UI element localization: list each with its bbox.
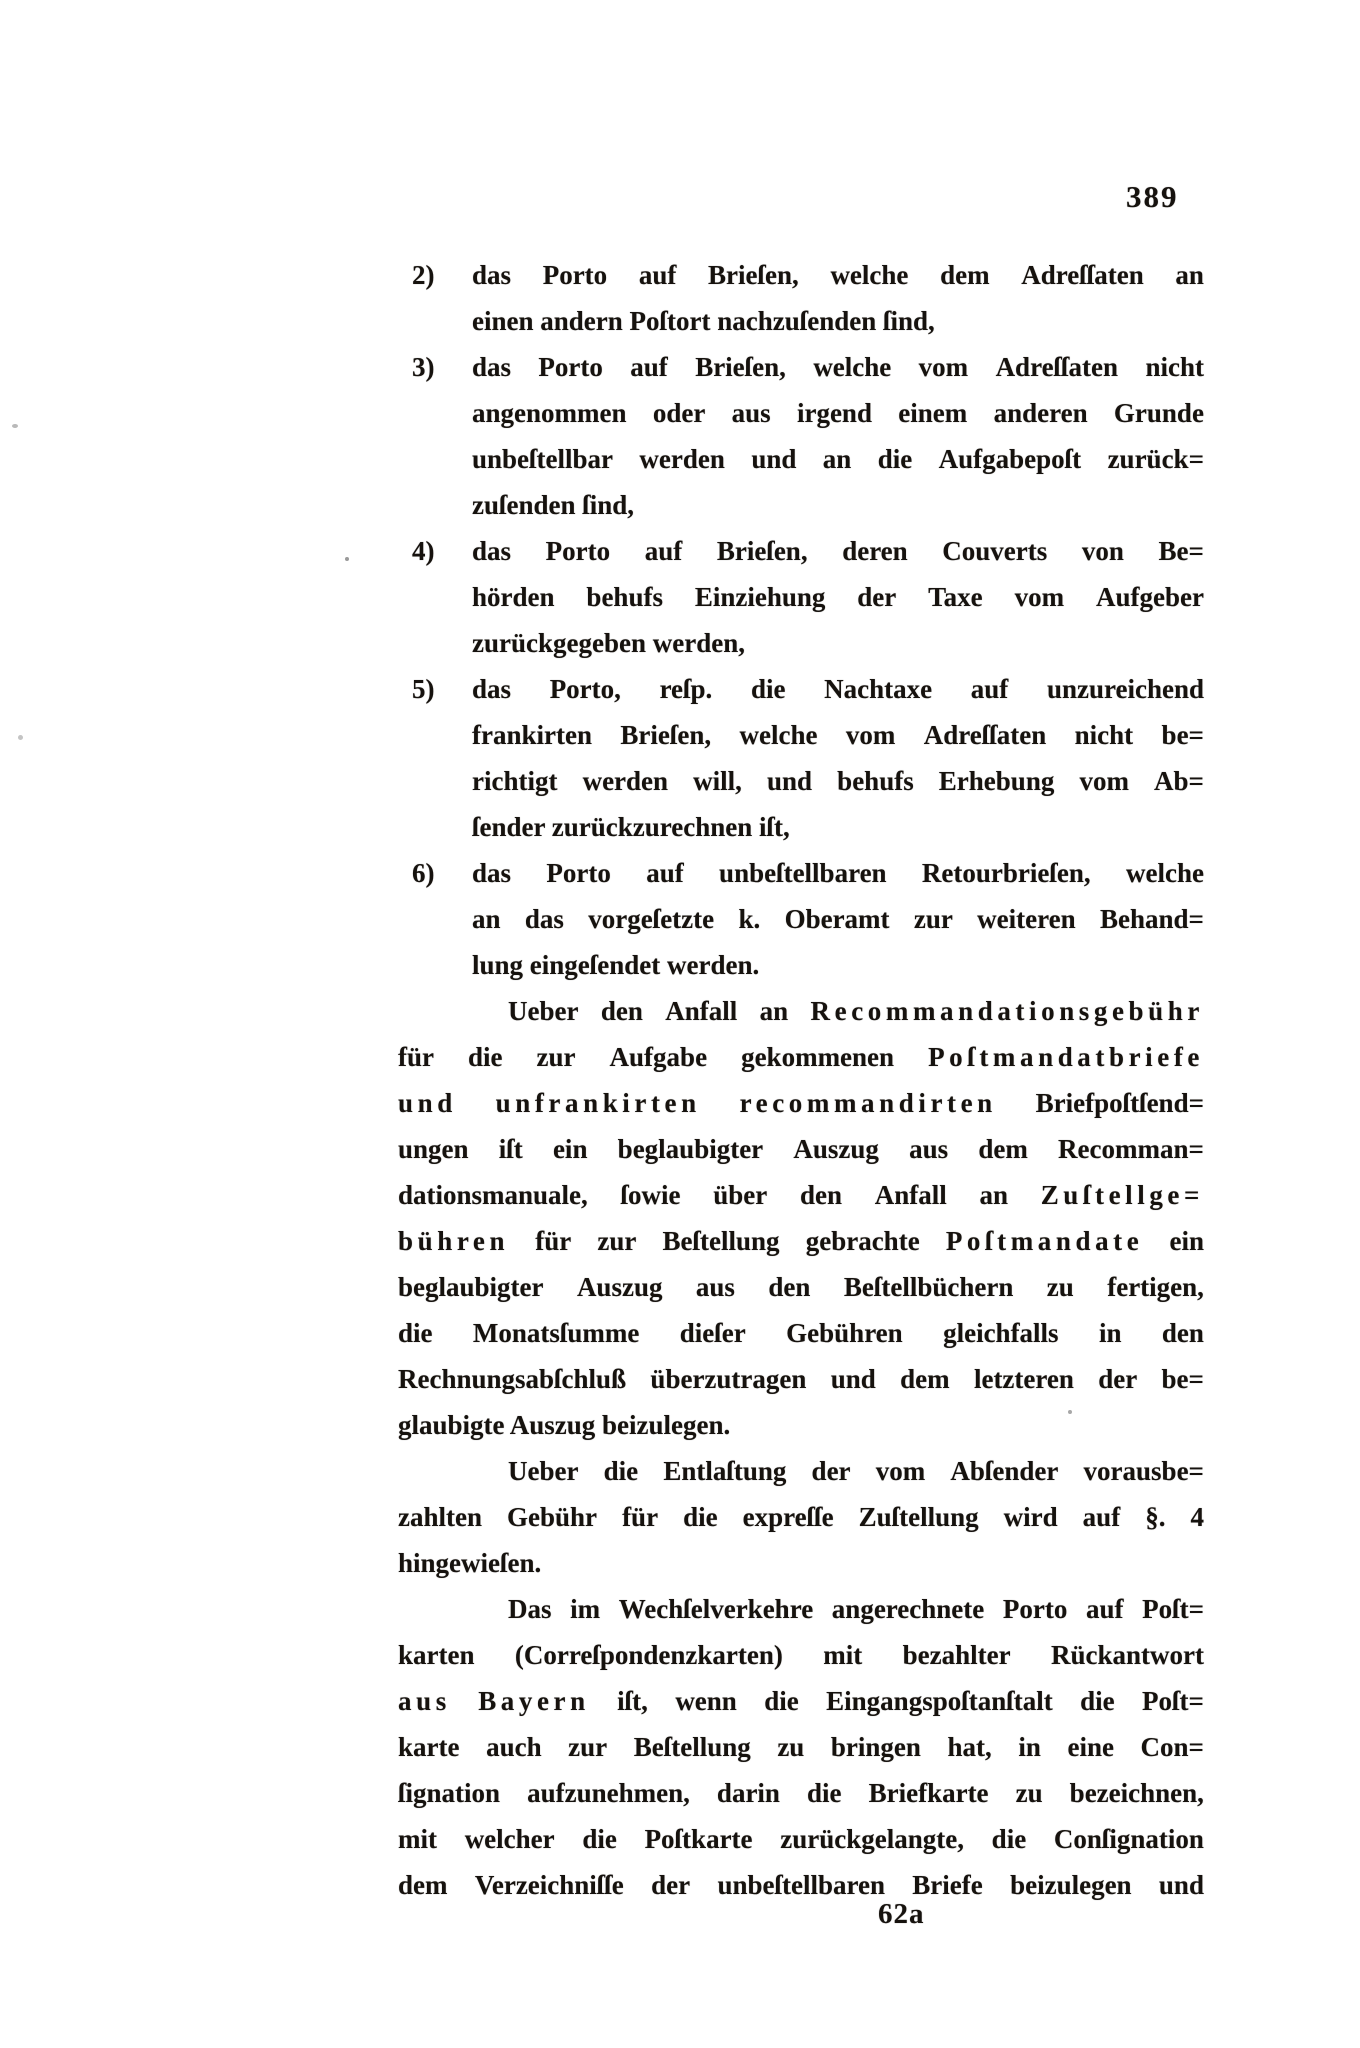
- word: unbeſtellbaren: [717, 1870, 885, 1900]
- word: bezeichnen,: [1069, 1778, 1204, 1808]
- word: reſp.: [659, 674, 713, 704]
- word: Brieſen,: [620, 720, 712, 750]
- word: Porto: [538, 352, 603, 382]
- word: und: [1158, 1870, 1204, 1900]
- word: den: [768, 1272, 811, 1302]
- word: auf: [970, 674, 1009, 704]
- word: bezahlter: [902, 1640, 1011, 1670]
- word: ſignation: [398, 1778, 501, 1808]
- word: Verzeichniſſe: [474, 1870, 624, 1900]
- letterspaced-word: recommandirten: [739, 1088, 997, 1118]
- text-line: [472, 666, 1204, 712]
- word: für: [398, 1042, 434, 1072]
- word: oder: [652, 398, 706, 428]
- text-line: [398, 1586, 1204, 1632]
- page-number: 389: [1126, 179, 1179, 214]
- word: an: [822, 444, 852, 474]
- word: Porto: [542, 260, 608, 290]
- text-segment: zuſenden ſind,: [472, 490, 635, 520]
- word: hat,: [947, 1732, 992, 1762]
- word: Poſt=: [1142, 1686, 1204, 1716]
- word: richtigt: [472, 766, 558, 796]
- text-line: [472, 344, 1204, 390]
- text-segment: lung eingeſendet werden.: [472, 950, 760, 980]
- word: das: [472, 858, 512, 888]
- word: nicht: [1145, 352, 1204, 382]
- word: hörden: [472, 582, 555, 612]
- word: welche: [830, 260, 909, 290]
- letterspaced-word: Bayern: [478, 1686, 590, 1716]
- word: Retourbrieſen,: [921, 858, 1091, 888]
- word: unbeſtellbaren: [719, 858, 887, 888]
- text-line: [398, 1770, 1204, 1816]
- word: auf: [630, 352, 668, 382]
- word: letzteren: [973, 1364, 1074, 1394]
- word: aus: [731, 398, 771, 428]
- letterspaced-word: Zuſtellge=: [1040, 1180, 1204, 1210]
- word: Abſender: [950, 1456, 1059, 1486]
- word: angerechnete: [831, 1594, 985, 1624]
- word: aufzunehmen,: [527, 1778, 690, 1808]
- letterspaced-word: und: [398, 1088, 457, 1118]
- word: Conſignation: [1053, 1824, 1204, 1854]
- letterspaced-word: Recommandationsgebühr: [810, 996, 1204, 1026]
- letterspaced-word: bühren: [398, 1226, 510, 1256]
- text-segment: einen andern Poſtort nachzuſenden ſind,: [472, 306, 935, 336]
- word: Con=: [1140, 1732, 1204, 1762]
- paragraph: [398, 988, 1204, 1448]
- word: Anfall: [665, 996, 738, 1026]
- word: Oberamt: [784, 904, 890, 934]
- word: Adreſſaten: [995, 352, 1119, 382]
- word: ein: [552, 1134, 588, 1164]
- text-line: [398, 1540, 1204, 1586]
- word: expreſſe: [742, 1502, 834, 1532]
- word: Auszug: [793, 1134, 879, 1164]
- text-line: [398, 1816, 1204, 1862]
- word: Eingangspoſtanſtalt: [826, 1686, 1053, 1716]
- word: fertigen,: [1107, 1272, 1204, 1302]
- word: und: [767, 766, 813, 796]
- word: der: [651, 1870, 691, 1900]
- text-line: [398, 1172, 1204, 1218]
- word: be=: [1161, 720, 1204, 750]
- word: Zuſtellung: [858, 1502, 979, 1532]
- word: gleichfalls: [943, 1318, 1059, 1348]
- word: Poſt=: [1142, 1594, 1204, 1624]
- word: beizulegen: [1010, 1870, 1132, 1900]
- word: Beſtellbüchern: [843, 1272, 1014, 1302]
- word: behufs: [586, 582, 663, 612]
- word: welche: [1125, 858, 1204, 888]
- word: die: [877, 444, 913, 474]
- word: der: [1098, 1364, 1138, 1394]
- word: gekommenen: [741, 1042, 895, 1072]
- text-line: [398, 1724, 1204, 1770]
- word: unzureichend: [1046, 674, 1204, 704]
- word: das: [472, 674, 512, 704]
- word: auf: [646, 858, 684, 888]
- word: Brieſen,: [708, 260, 799, 290]
- word: die: [468, 1042, 503, 1072]
- text-line: [398, 1494, 1204, 1540]
- word: der: [857, 582, 897, 612]
- word: nicht: [1074, 720, 1134, 750]
- text-line: [472, 436, 1204, 482]
- list-item-number: 4): [412, 536, 435, 566]
- word: vom: [875, 1456, 926, 1486]
- text-line: [398, 1402, 1204, 1448]
- word: aus: [695, 1272, 735, 1302]
- word: (Correſpondenzkarten): [514, 1640, 783, 1670]
- word: karten: [398, 1640, 475, 1670]
- word: anderen: [993, 398, 1088, 428]
- word: ungen: [398, 1134, 469, 1164]
- word: dem: [978, 1134, 1028, 1164]
- word: dem: [398, 1870, 448, 1900]
- paragraph: [398, 1586, 1204, 1908]
- word: Gebühr: [507, 1502, 598, 1532]
- word: Aufgabe: [609, 1042, 708, 1072]
- text-line: [398, 1862, 1204, 1908]
- word: karte: [398, 1732, 460, 1762]
- word: dationsmanuale,: [398, 1180, 588, 1210]
- word: an: [759, 996, 789, 1026]
- list-item: [398, 252, 1204, 344]
- word: den: [799, 1180, 842, 1210]
- word: darin: [716, 1778, 780, 1808]
- word: welche: [739, 720, 818, 750]
- letterspaced-word: Poſtmandatbriefe: [928, 1042, 1204, 1072]
- word: iſt: [498, 1134, 523, 1164]
- word: auf: [1085, 1594, 1124, 1624]
- word: Rückantwort: [1051, 1640, 1204, 1670]
- word: für: [535, 1226, 572, 1256]
- word: Poſtkarte: [644, 1824, 753, 1854]
- word: der: [811, 1456, 851, 1486]
- word: an: [1175, 260, 1204, 290]
- word: Einziehung: [694, 582, 826, 612]
- letterspaced-word: aus: [398, 1686, 451, 1716]
- text-line: [472, 850, 1204, 896]
- word: auf: [644, 536, 683, 566]
- word: behufs: [837, 766, 914, 796]
- word: Taxe: [928, 582, 983, 612]
- word: beglaubigter: [398, 1272, 544, 1302]
- word: die: [398, 1318, 433, 1348]
- word: werden: [582, 766, 669, 796]
- letterspaced-word: unfrankirten: [495, 1088, 701, 1118]
- word: bringen: [830, 1732, 921, 1762]
- list-item-number: 5): [412, 674, 435, 704]
- word: Porto: [546, 858, 611, 888]
- word: frankirten: [472, 720, 592, 750]
- text-line: [472, 298, 1204, 344]
- word: im: [570, 1594, 601, 1624]
- word: Beſtellung: [633, 1732, 751, 1762]
- text-line: [472, 620, 1204, 666]
- word: die: [750, 674, 786, 704]
- word: Be=: [1158, 536, 1204, 566]
- word: will,: [693, 766, 742, 796]
- text-line: [472, 804, 1204, 850]
- word: vorausbe=: [1083, 1456, 1204, 1486]
- word: Brieſen,: [695, 352, 786, 382]
- word: auf: [638, 260, 677, 290]
- word: Recomman=: [1058, 1134, 1204, 1164]
- text-line: [398, 1448, 1204, 1494]
- word: Nachtaxe: [824, 674, 933, 704]
- word: Monatsſumme: [472, 1318, 640, 1348]
- word: die: [603, 1456, 639, 1486]
- word: die: [582, 1824, 617, 1854]
- list-item-number: 3): [412, 352, 435, 382]
- word: überzutragen: [650, 1364, 807, 1394]
- word: Aufgeber: [1095, 582, 1204, 612]
- word: eine: [1067, 1732, 1114, 1762]
- word: Aufgabepoſt: [938, 444, 1082, 474]
- text-line: [472, 758, 1204, 804]
- word: Porto,: [549, 674, 621, 704]
- word: Entlaſtung: [663, 1456, 787, 1486]
- word: Auszug: [576, 1272, 663, 1302]
- word: dieſer: [679, 1318, 746, 1348]
- word: dem: [900, 1364, 950, 1394]
- text-line: [398, 1080, 1204, 1126]
- word: die: [683, 1502, 718, 1532]
- word: unbeſtellbar: [472, 444, 614, 474]
- word: Briefpoſtſend=: [1035, 1088, 1204, 1118]
- word: ſowie: [620, 1180, 681, 1210]
- word: vorgeſetzte: [588, 904, 715, 934]
- word: die: [807, 1778, 842, 1808]
- word: Rechnungsabſchluß: [398, 1364, 627, 1394]
- word: Gebühren: [786, 1318, 903, 1348]
- list-item: [398, 850, 1204, 988]
- word: dem: [940, 260, 990, 290]
- word: zur: [568, 1732, 608, 1762]
- word: mit: [398, 1824, 437, 1854]
- list-item-number: 6): [412, 858, 435, 888]
- scan-speck: [18, 735, 23, 740]
- word: mit: [823, 1640, 863, 1670]
- word: zu: [777, 1732, 805, 1762]
- word: zur: [913, 904, 953, 934]
- letterspaced-word: Poſtmandate: [945, 1226, 1144, 1256]
- word: angenommen: [472, 398, 627, 428]
- word: 4: [1190, 1502, 1204, 1532]
- text-line: [398, 1264, 1204, 1310]
- word: wird: [1003, 1502, 1058, 1532]
- word: zahlten: [398, 1502, 482, 1532]
- word: Briefkarte: [868, 1778, 989, 1808]
- word: werden: [639, 444, 725, 474]
- word: k.: [738, 904, 761, 934]
- word: Briefe: [912, 1870, 983, 1900]
- word: die: [991, 1824, 1027, 1854]
- text-line: [472, 390, 1204, 436]
- text-line: [472, 712, 1204, 758]
- word: iſt,: [617, 1686, 648, 1716]
- word: Ueber: [508, 1456, 579, 1486]
- word: welche: [813, 352, 892, 382]
- text-line: [472, 896, 1204, 942]
- list-item: [398, 666, 1204, 850]
- scan-speck: [345, 557, 349, 561]
- word: für: [622, 1502, 659, 1532]
- word: Porto: [545, 536, 611, 566]
- word: zurück=: [1107, 444, 1204, 474]
- word: Porto: [1002, 1594, 1068, 1624]
- word: das: [472, 352, 512, 382]
- word: weiteren: [977, 904, 1076, 934]
- text-line: [398, 1218, 1204, 1264]
- list-item: [398, 528, 1204, 666]
- text-segment: hingewieſen.: [398, 1548, 542, 1578]
- word: auch: [486, 1732, 542, 1762]
- word: gebrachte: [805, 1226, 920, 1256]
- paragraph: [398, 1448, 1204, 1586]
- text-line: [398, 1678, 1204, 1724]
- word: das: [472, 536, 512, 566]
- text-line: [472, 942, 1204, 988]
- text-line: [398, 1356, 1204, 1402]
- word: Adreſſaten: [1021, 260, 1144, 290]
- text-segment: glaubigte Auszug beizulegen.: [398, 1410, 731, 1440]
- word: und: [830, 1364, 876, 1394]
- list-item: [398, 344, 1204, 528]
- text-line: [472, 252, 1204, 298]
- word: zu: [1015, 1778, 1043, 1808]
- word: an: [472, 904, 501, 934]
- text-line: [398, 1632, 1204, 1678]
- text-line: [472, 482, 1204, 528]
- word: und: [751, 444, 797, 474]
- word: irgend: [796, 398, 872, 428]
- text-line: [398, 1126, 1204, 1172]
- word: vom: [1079, 766, 1129, 796]
- word: vom: [845, 720, 896, 750]
- word: Adreſſaten: [923, 720, 1047, 750]
- word: ein: [1169, 1226, 1204, 1256]
- word: wenn: [675, 1686, 737, 1716]
- word: Ab=: [1154, 766, 1204, 796]
- word: Anfall: [874, 1180, 947, 1210]
- text-line: [472, 528, 1204, 574]
- text-segment: ſender zurückzurechnen iſt,: [472, 812, 790, 842]
- word: deren: [842, 536, 908, 566]
- list-item-number: 2): [412, 260, 435, 290]
- word: zur: [597, 1226, 637, 1256]
- word: Erhebung: [938, 766, 1055, 796]
- word: Wechſelverkehre: [618, 1594, 814, 1624]
- word: Grunde: [1113, 398, 1204, 428]
- text-line: [398, 1310, 1204, 1356]
- word: über: [713, 1180, 768, 1210]
- word: vom: [1014, 582, 1065, 612]
- word: zur: [536, 1042, 576, 1072]
- word: Ueber: [508, 996, 579, 1026]
- text-segment: zurückgegeben werden,: [472, 628, 745, 658]
- word: Couverts: [942, 536, 1048, 566]
- word: Beſtellung: [662, 1226, 780, 1256]
- word: Das: [508, 1594, 552, 1624]
- word: die: [1080, 1686, 1115, 1716]
- word: vom: [918, 352, 969, 382]
- word: den: [1161, 1318, 1204, 1348]
- footer-signature: 62a: [878, 1898, 925, 1930]
- text-line: [472, 574, 1204, 620]
- word: das: [524, 904, 564, 934]
- word: be=: [1161, 1364, 1204, 1394]
- word: das: [472, 260, 512, 290]
- word: auf: [1082, 1502, 1121, 1532]
- scan-speck: [1068, 1410, 1072, 1414]
- word: §.: [1145, 1502, 1166, 1532]
- page-text: [398, 252, 1204, 1908]
- word: welcher: [464, 1824, 555, 1854]
- word: aus: [909, 1134, 949, 1164]
- text-line: [398, 1034, 1204, 1080]
- word: von: [1081, 536, 1124, 566]
- word: in: [1098, 1318, 1122, 1348]
- word: den: [600, 996, 643, 1026]
- word: Behand=: [1099, 904, 1204, 934]
- text-line: [398, 988, 1204, 1034]
- word: zurückgelangte,: [780, 1824, 964, 1854]
- word: an: [979, 1180, 1008, 1210]
- word: zu: [1046, 1272, 1074, 1302]
- word: einem: [898, 398, 968, 428]
- scan-speck: [12, 424, 18, 428]
- word: in: [1018, 1732, 1041, 1762]
- word: beglaubigter: [617, 1134, 764, 1164]
- word: die: [764, 1686, 799, 1716]
- word: Brieſen,: [716, 536, 808, 566]
